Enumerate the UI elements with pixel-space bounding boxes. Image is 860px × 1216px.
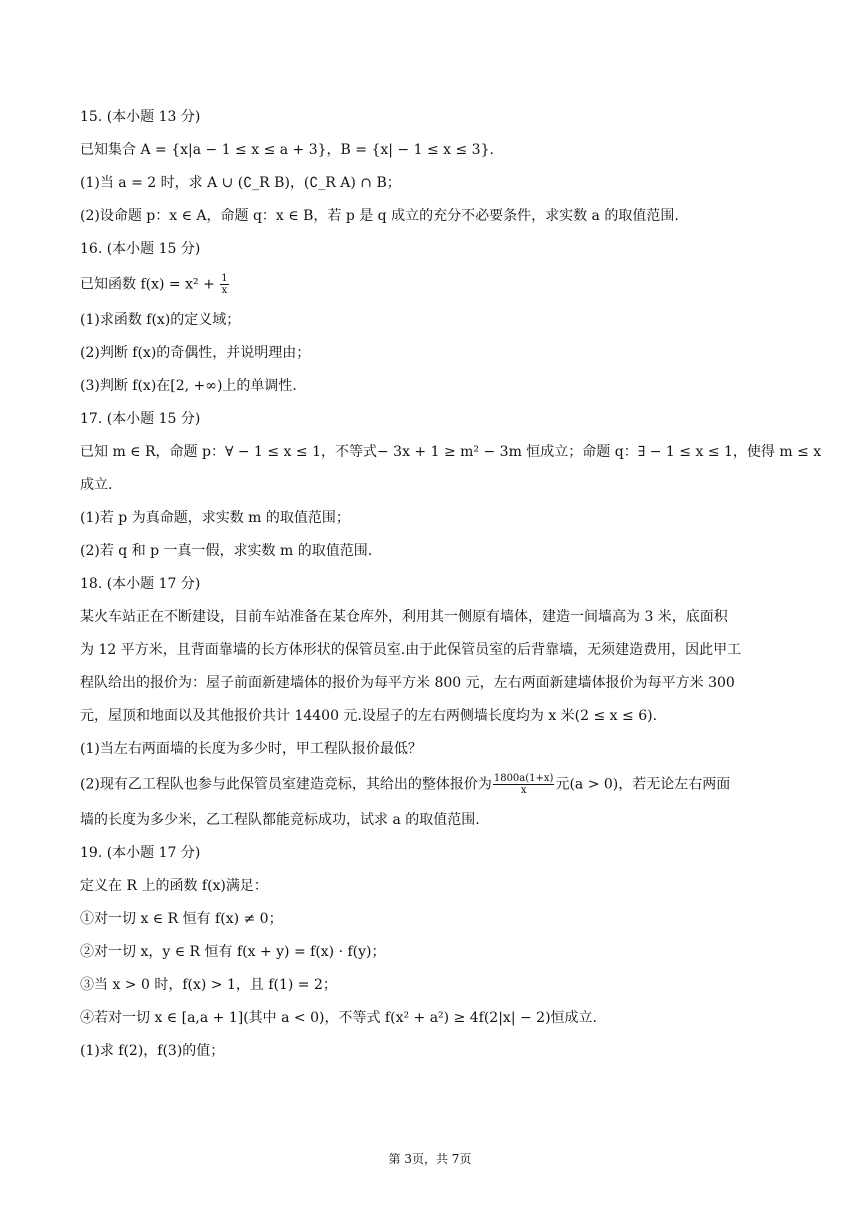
q19-heading: 19. (本小题 17 分) <box>80 845 201 861</box>
q17-stem-line2: 成立. <box>80 477 113 493</box>
q19-condition4: ④若对一切 x ∈ [a,a + 1](其中 a < 0)，不等式 f(x² + a²) ≥ 4f(2|x| − 2)恒成立. <box>80 1010 597 1026</box>
q15-heading: 15. (本小题 13 分) <box>80 109 201 125</box>
q18-stem-line1: 某火车站正在不断建设，目前车站准备在某仓库外，利用其一侧原有墙体，建造一间墙高为 3 米，底面积 <box>80 609 728 625</box>
q19-part1: (1)求 f(2)，f(3)的值； <box>80 1043 225 1059</box>
q18-stem-line4: 元，屋顶和地面以及其他报价共计 14400 元.设屋子的左右两侧墙长度均为 x 米(2 ≤ x ≤ 6). <box>80 708 658 724</box>
q18-frac-den: x <box>520 785 527 796</box>
q16-frac-den: x <box>221 285 228 296</box>
q16-part2: (2)判断 f(x)的奇偶性，并说明理由； <box>80 345 311 361</box>
q17-part1: (1)若 p 为真命题，求实数 m 的取值范围； <box>80 510 350 526</box>
q18-fraction <box>493 773 555 796</box>
q16-heading: 16. (本小题 15 分) <box>80 241 201 257</box>
q18-heading: 18. (本小题 17 分) <box>80 576 201 592</box>
q15-part2: (2)设命题 p：x ∈ A，命题 q：x ∈ B，若 p 是 q 成立的充分不必要条件，求实数 a 的取值范围. <box>80 208 679 224</box>
q16-part1: (1)求函数 f(x)的定义域； <box>80 312 241 328</box>
page-footer: 第 3页，共 7页 <box>388 1152 472 1166</box>
q17-part2: (2)若 q 和 p 一真一假，求实数 m 的取值范围. <box>80 543 373 559</box>
q19-condition2: ②对一切 x，y ∈ R 恒有 f(x + y) = f(x) · f(y)； <box>80 944 386 960</box>
q16-frac-num: 1 <box>221 273 228 284</box>
q18-frac-num: 1800a(1+x) <box>493 773 554 784</box>
q16-stem <box>80 273 780 296</box>
q15-part1: (1)当 a = 2 时，求 A ∪ (∁_R B)，(∁_R A) ∩ B； <box>80 175 401 191</box>
q19-condition3: ③当 x > 0 时，f(x) > 1，且 f(1) = 2； <box>80 977 337 993</box>
q18-part2 <box>80 773 780 796</box>
q17-heading: 17. (本小题 15 分) <box>80 411 201 427</box>
q18-part2-line2: 墙的长度为多少米，乙工程队都能竞标成功，试求 a 的取值范围. <box>80 812 480 828</box>
q16-stem-text: 已知函数 f(x) = x² + <box>80 276 220 293</box>
q16-part3: (3)判断 f(x)在[2, +∞)上的单调性. <box>80 378 297 394</box>
q19-stem: 定义在 R 上的函数 f(x)满足： <box>80 878 268 894</box>
q18-stem-line3: 程队给出的报价为：屋子前面新建墙体的报价为每平方米 800 元，左右两面新建墙体报价为每平方米 300 <box>80 675 735 691</box>
page-content <box>80 108 822 1075</box>
q18-part2-prefix: (2)现有乙工程队也参与此保管员室建造竞标，其给出的整体报价为 <box>80 776 492 793</box>
q18-stem-line2: 为 12 平方米，且背面靠墙的长方体形状的保管员室.由于此保管员室的后背靠墙，无须建造费用，因此甲工 <box>80 642 742 658</box>
q18-part2-suffix: 元(a > 0)，若无论左右两面 <box>555 776 731 793</box>
q19-condition1: ①对一切 x ∈ R 恒有 f(x) ≠ 0； <box>80 911 283 927</box>
q15-stem: 已知集合 A = {x|a − 1 ≤ x ≤ a + 3}，B = {x| − 1 ≤ x ≤ 3}. <box>80 142 494 158</box>
q18-part1: (1)当左右两面墙的长度为多少时，甲工程队报价最低？ <box>80 741 422 757</box>
q17-stem-line1: 已知 m ∈ R，命题 p：∀ − 1 ≤ x ≤ 1，不等式− 3x + 1 ≥ m² − 3m 恒成立；命题 q：∃ − 1 ≤ x ≤ 1，使得 m ≤ x <box>80 444 822 460</box>
q16-fraction <box>220 273 228 296</box>
